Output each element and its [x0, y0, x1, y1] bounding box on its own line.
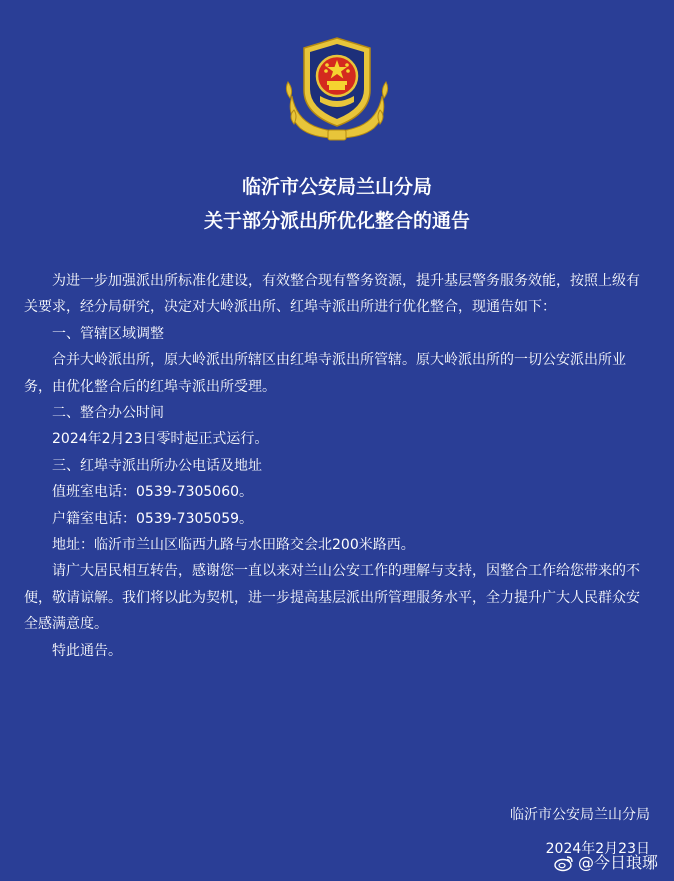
watermark-text: @今日琅琊	[577, 853, 658, 872]
section-body-2: 2024年2月23日零时起正式运行。	[52, 431, 269, 448]
notice-date: 2024年2月23日	[545, 841, 650, 857]
notice-body	[24, 268, 652, 664]
final-notice: 特此通告。	[52, 642, 122, 659]
weibo-icon	[554, 854, 574, 872]
intro-paragraph: 为进一步加强派出所标准化建设，有效整合现有警务资源，提升基层警务服务效能，按照上级有关要求，经分局研究，决定对大岭派出所、红埠寺派出所进行优化整合，现通告如下：	[24, 273, 640, 316]
section-heading-1: 一、管辖区域调整	[52, 325, 164, 342]
address: 地址：临沂市兰山区临西九路与水田路交会北200米路西。	[52, 537, 415, 554]
closing-paragraph: 请广大居民相互转告，感谢您一直以来对兰山公安工作的理解与支持，因整合工作给您带来的不便，敬请谅解。我们将以此为契机，进一步提高基层派出所管理服务水平，全力提升广大人民群众安全感满意度。	[24, 563, 640, 633]
section-heading-3: 三、红埠寺派出所办公电话及地址	[52, 457, 262, 474]
notice-title-line1: 临沂市公安局兰山分局	[241, 176, 432, 198]
section-heading-2: 二、整合办公时间	[52, 405, 164, 422]
section-body-1: 合并大岭派出所，原大岭派出所辖区由红埠寺派出所管辖。原大岭派出所的一切公安派出所业务，由优化整合后的红埠寺派出所受理。	[24, 352, 626, 395]
duty-phone: 值班室电话：0539-7305060。	[52, 484, 254, 501]
police-emblem-icon	[282, 34, 392, 144]
notice-title-line2: 关于部分派出所优化整合的通告	[203, 210, 470, 232]
registry-phone: 户籍室电话：0539-7305059。	[52, 510, 254, 527]
signature: 临沂市公安局兰山分局	[510, 807, 650, 823]
watermark	[554, 851, 658, 875]
